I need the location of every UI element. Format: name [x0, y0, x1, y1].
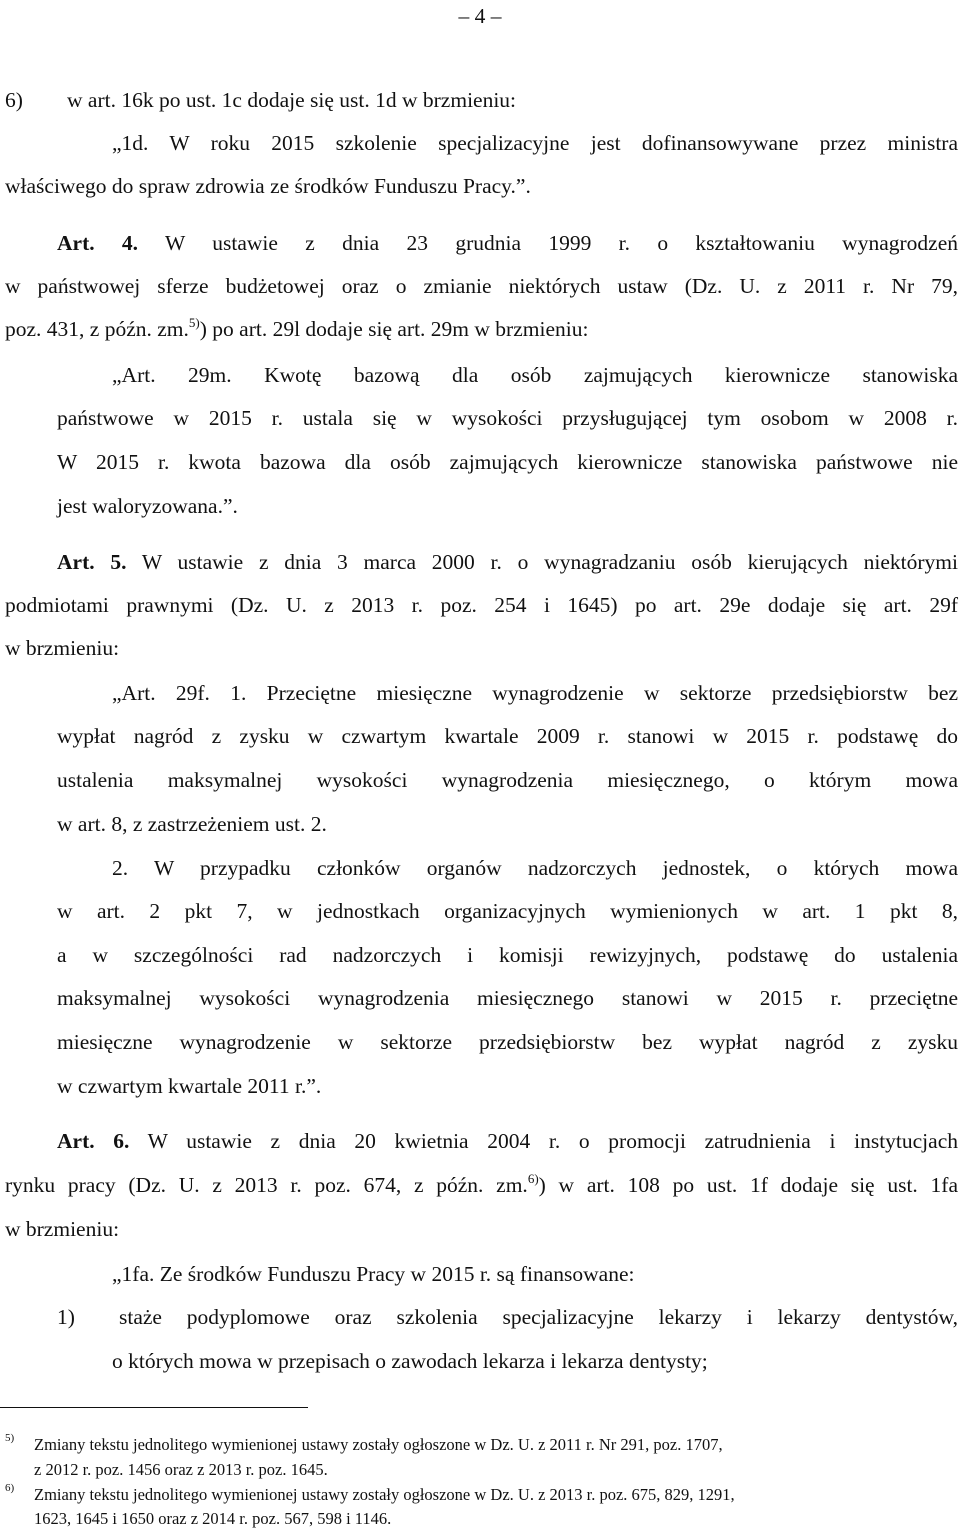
text-line: w art. 8, z zastrzeżeniem ust. 2. — [57, 812, 327, 836]
text-line: a w szczególności rad nadzorczych i komisji rewizyjnych, podstawę do ustalenia — [57, 943, 958, 967]
article-6-heading: Art. 6. W ustawie z dnia 20 kwietnia 2004 r. o promocji zatrudnienia i instytucjach — [57, 1129, 958, 1153]
footnote-text: z 2012 r. poz. 1456 oraz z 2013 r. poz. 1645. — [34, 1460, 328, 1479]
text-line: w brzmieniu: — [5, 636, 120, 660]
text-line: państwowe w 2015 r. ustala się w wysokości przysługującej tym osobom w 2008 r. — [57, 406, 958, 430]
article-label: Art. 6. — [57, 1129, 130, 1153]
page-number: – 4 – — [458, 4, 502, 28]
footnote-text: Zmiany tekstu jednolitego wymienionej ustawy zostały ogłoszone w Dz. U. z 2011 r. Nr 291, poz. 1707, — [34, 1435, 723, 1454]
text-line: w brzmieniu: — [5, 1217, 120, 1241]
text-line: W 2015 r. kwota bazowa dla osób zajmujących kierownicze stanowiska państwowe nie — [57, 450, 958, 474]
text-line: w państwowej sferze budżetowej oraz o zmianie niektórych ustaw (Dz. U. z 2011 r. Nr 79, — [5, 274, 958, 298]
article-4-heading: Art. 4. W ustawie z dnia 23 grudnia 1999 r. o kształtowaniu wynagrodzeń — [57, 231, 958, 255]
footnote-ref: 6) — [527, 1171, 539, 1186]
text-line: w czwartym kwartale 2011 r.”. — [57, 1074, 322, 1098]
footnote-text: Zmiany tekstu jednolitego wymienionej ustawy zostały ogłoszone w Dz. U. z 2013 r. poz. 675, 829, 1291, — [34, 1485, 735, 1504]
text-line: poz. 431, z późn. zm.$^{5)}$) po art. 29l dodaje się art. 29m w brzmieniu: — [5, 315, 589, 341]
footnote-ref: 5) — [188, 315, 200, 330]
text-line: „1d. W roku 2015 szkolenie specjalizacyjne jest dofinansowywane przez ministra — [112, 131, 958, 155]
text-line: podmiotami prawnymi (Dz. U. z 2013 r. poz. 254 i 1645) po art. 29e dodaje się art. 29f — [5, 593, 958, 617]
text-line: rynku pracy (Dz. U. z 2013 r. poz. 674, z późn. zm.$^{6)}$) w art. 108 po ust. 1f dodaje się ust. 1fa — [5, 1171, 958, 1197]
footnote-text: 1623, 1645 i 1650 oraz z 2014 r. poz. 567, 598 i 1146. — [34, 1509, 392, 1528]
text-line: właściwego do spraw zdrowia ze środków Funduszu Pracy.”. — [5, 174, 531, 198]
text-line: ustalenia maksymalnej wysokości wynagrodzenia miesięcznego, o którym mowa — [57, 768, 958, 792]
text-line: 2. W przypadku członków organów nadzorczych jednostek, o których mowa — [112, 856, 958, 880]
text-line: maksymalnej wysokości wynagrodzenia miesięcznego stanowi w 2015 r. przeciętne — [57, 986, 958, 1010]
footnote-mark: 5) — [5, 1432, 15, 1444]
list-number: 6) — [5, 88, 23, 112]
list-number: 1) — [57, 1305, 75, 1329]
text-line: w art. 2 pkt 7, w jednostkach organizacyjnych wymienionych w art. 1 pkt 8, — [57, 899, 958, 923]
text-line: w art. 16k po ust. 1c dodaje się ust. 1d w brzmieniu: — [67, 88, 517, 112]
text-line: wypłat nagród z zysku w czwartym kwartale 2009 r. stanowi w 2015 r. podstawę do — [57, 724, 958, 748]
text-line: „Art. 29f. 1. Przeciętne miesięczne wynagrodzenie w sektorze przedsiębiorstw bez — [112, 681, 958, 705]
article-5-heading: Art. 5. W ustawie z dnia 3 marca 2000 r. o wynagradzaniu osób kierujących niektórymi — [57, 550, 959, 574]
article-label: Art. 4. — [57, 231, 139, 255]
text-line: jest waloryzowana.”. — [57, 494, 238, 518]
footnote-mark: 6) — [5, 1482, 15, 1494]
text-line: staże podyplomowe oraz szkolenia specjalizacyjne lekarzy i lekarzy dentystów, — [119, 1305, 958, 1329]
text-line: „1fa. Ze środków Funduszu Pracy w 2015 r. są finansowane: — [112, 1262, 635, 1286]
text-line: miesięczne wynagrodzenie w sektorze przedsiębiorstw bez wypłat nagród z zysku — [57, 1030, 958, 1054]
footnote-separator — [0, 1407, 308, 1408]
article-label: Art. 5. — [57, 550, 127, 574]
text-line: „Art. 29m. Kwotę bazową dla osób zajmujących kierownicze stanowiska — [112, 363, 958, 387]
text-line: o których mowa w przepisach o zawodach lekarza i lekarza dentysty; — [112, 1349, 708, 1373]
